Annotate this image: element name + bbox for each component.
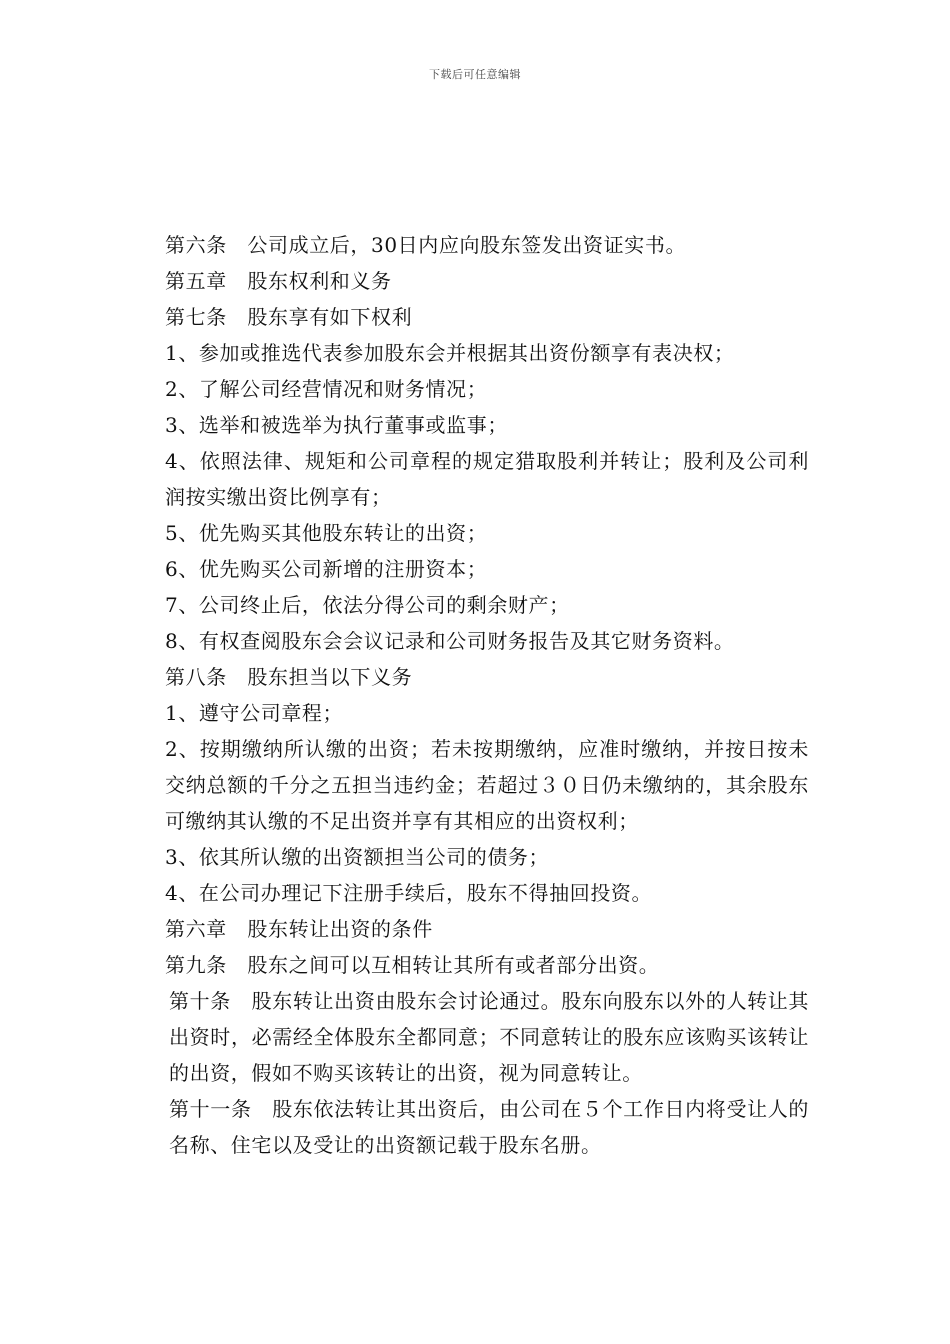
list-item: 7、公司终止后，依法分得公司的剩余财产；	[165, 593, 570, 617]
paragraph: 第九条 股东之间可以互相转让其所有或者部分出资。	[165, 953, 660, 977]
list-item: 2、按期缴纳所认缴的出资；若未按期缴纳，应准时缴纳，并按日按未交纳总额的千分之五担当违约金；若超过３０日仍未缴纳的，其余股东可缴纳其认缴的不足出资并享有其相应的出资权利；	[165, 737, 809, 833]
list-item: 6、优先购买公司新增的注册资本；	[165, 557, 488, 581]
list-item: 5、优先购买其他股东转让的出资；	[165, 521, 488, 545]
document-body	[144, 227, 809, 1163]
list-item: 8、有权查阅股东会会议记录和公司财务报告及其它财务资料。	[165, 629, 735, 653]
chapter-heading: 第五章 股东权利和义务	[165, 269, 392, 293]
paragraph: 第六条 公司成立后，30日内应向股东签发出资证实书。	[165, 233, 687, 257]
article-heading: 第七条 股东享有如下权利	[165, 305, 413, 329]
list-item: 2、了解公司经营情况和财务情况；	[165, 377, 488, 401]
list-item: 1、遵守公司章程；	[165, 701, 344, 725]
list-item: 4、依照法律、规矩和公司章程的规定猎取股利并转让；股利及公司利润按实缴出资比例享有；	[165, 449, 809, 509]
list-item: 3、选举和被选举为执行董事或监事；	[165, 413, 508, 437]
list-item: 4、在公司办理记下注册手续后，股东不得抽回投资。	[165, 881, 653, 905]
page-header: 下载后可任意编辑	[429, 68, 521, 81]
chapter-heading: 第六章 股东转让出资的条件	[165, 917, 433, 941]
list-item: 1、参加或推选代表参加股东会并根据其出资份额享有表决权；	[165, 341, 735, 365]
list-item: 3、依其所认缴的出资额担当公司的债务；	[165, 845, 550, 869]
article-heading: 第八条 股东担当以下义务	[165, 665, 413, 689]
paragraph: 第十条 股东转让出资由股东会讨论通过。股东向股东以外的人转让其出资时，必需经全体股东全都同意；不同意转让的股东应该购买该转让的出资，假如不购买该转让的出资，视为同意转让。	[169, 989, 809, 1085]
paragraph: 第十一条 股东依法转让其出资后，由公司在５个工作日内将受让人的名称、住宅以及受让的出资额记载于股东名册。	[169, 1097, 809, 1157]
